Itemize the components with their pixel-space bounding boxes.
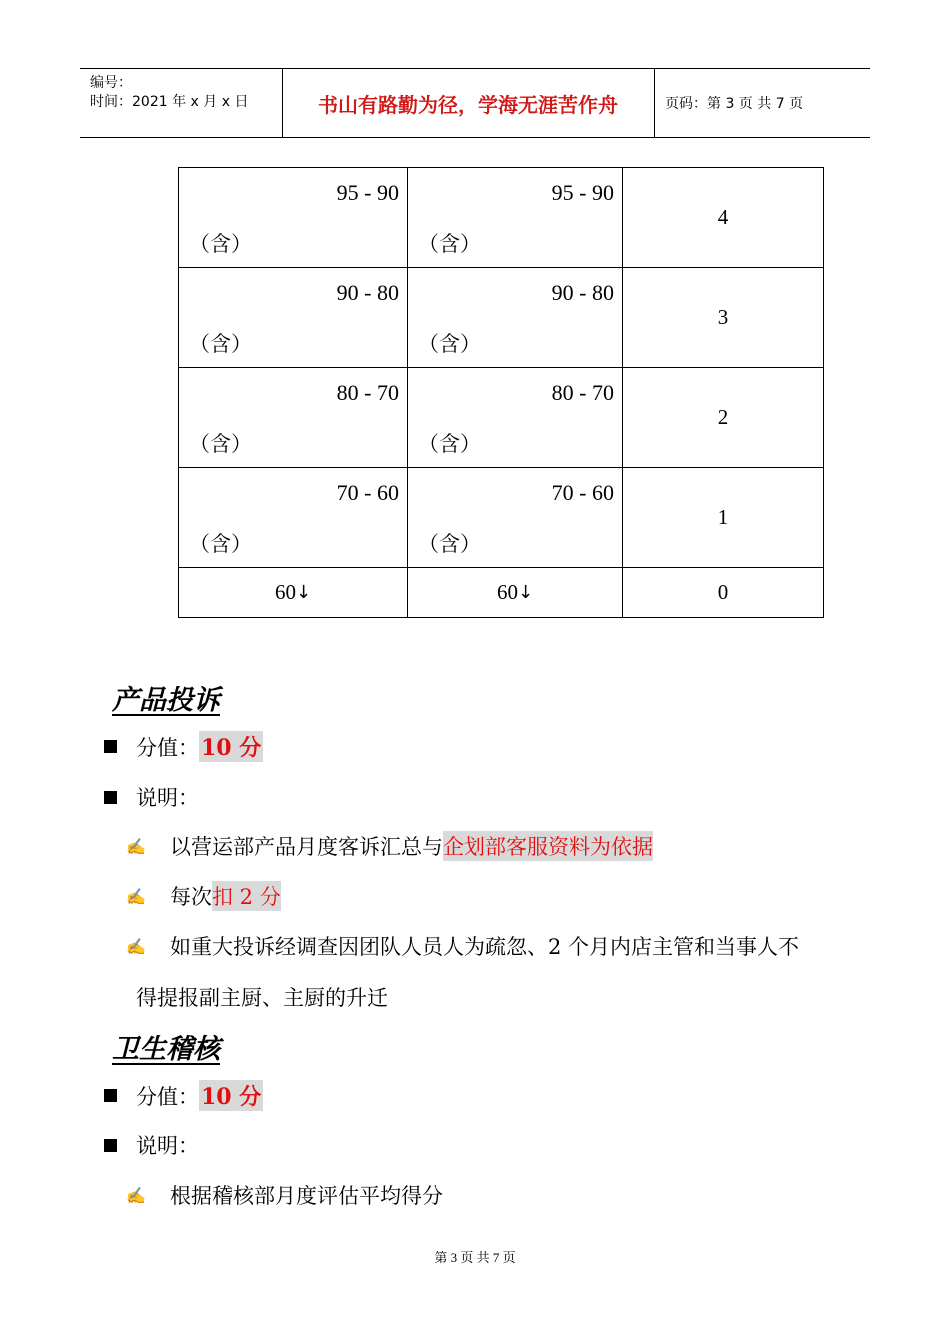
page-header — [80, 68, 870, 138]
item-text: 以营运部产品月度客诉汇总与 — [170, 835, 443, 859]
score-label: 分值： — [136, 1084, 199, 1109]
header-page-label: 页码：第 3 页 共 7 页 — [665, 96, 804, 112]
table-row — [179, 168, 824, 268]
pen-bullet-icon: ✍ — [126, 1185, 146, 1205]
score-value: 10 分 — [199, 1080, 263, 1111]
item-highlight: 企划部客服资料为依据 — [443, 831, 653, 861]
item-continuation: 得提报副主厨、主厨的升迁 — [136, 986, 388, 1010]
list-item — [126, 931, 799, 961]
score-cell: 0 — [623, 568, 824, 618]
inclusive-label: （含） — [418, 232, 481, 256]
table-row — [179, 268, 824, 368]
inclusive-label: （含） — [189, 432, 252, 456]
item-text: 根据稽核部月度评估平均得分 — [170, 1184, 443, 1208]
range-value: 70 - 60 — [551, 480, 614, 505]
table-row — [179, 568, 824, 618]
inclusive-label: （含） — [418, 332, 481, 356]
range-value: 95 - 90 — [551, 180, 614, 205]
header-motto: 书山有路勤为径，学海无涯苦作舟 — [282, 69, 655, 137]
table-cell — [408, 168, 623, 268]
desc-label: 说明： — [136, 1134, 199, 1158]
list-item — [126, 881, 281, 911]
score-line — [104, 731, 263, 762]
bullet-square-icon — [104, 740, 117, 753]
table-row — [179, 368, 824, 468]
range-value: 90 - 80 — [551, 280, 614, 305]
table-cell — [408, 268, 623, 368]
desc-line — [104, 1130, 199, 1160]
list-item — [126, 831, 653, 861]
table-cell — [179, 168, 408, 268]
table-cell — [408, 568, 623, 618]
range-value: 90 - 80 — [336, 280, 399, 305]
score-cell: 4 — [623, 168, 824, 268]
arrow-down-icon: ↓ — [517, 582, 534, 603]
number-label: 编号： — [90, 75, 132, 91]
score-cell: 2 — [623, 368, 824, 468]
range-value: 70 - 60 — [336, 480, 399, 505]
desc-line — [104, 782, 199, 812]
item-text: 每次 — [170, 885, 212, 909]
threshold-value: 60 — [274, 580, 296, 604]
range-value: 80 - 70 — [336, 380, 399, 405]
section-title: 产品投诉 — [112, 685, 220, 716]
bullet-square-icon — [104, 1139, 117, 1152]
score-line — [104, 1080, 263, 1111]
inclusive-label: （含） — [418, 432, 481, 456]
item-text: 如重大投诉经调查因团队人员人为疏忽、2 个月内店主管和当事人不 — [170, 935, 800, 959]
arrow-down-icon: ↓ — [295, 582, 312, 603]
inclusive-label: （含） — [189, 332, 252, 356]
table-cell — [179, 468, 408, 568]
range-value: 80 - 70 — [551, 380, 614, 405]
table-cell — [179, 368, 408, 468]
score-table — [178, 167, 824, 618]
bullet-square-icon — [104, 791, 117, 804]
list-item — [126, 1180, 443, 1210]
section-title: 卫生稽核 — [112, 1034, 220, 1065]
pen-bullet-icon: ✍ — [126, 836, 146, 856]
table-cell — [408, 468, 623, 568]
score-cell: 1 — [623, 468, 824, 568]
score-cell: 3 — [623, 268, 824, 368]
date-label: 时间：2021 年 x 月 x 日 — [90, 94, 249, 110]
inclusive-label: （含） — [189, 532, 252, 556]
inclusive-label: （含） — [418, 532, 481, 556]
desc-label: 说明： — [136, 786, 199, 810]
threshold-value: 60 — [496, 580, 518, 604]
table-cell — [179, 568, 408, 618]
inclusive-label: （含） — [189, 232, 252, 256]
table-row — [179, 468, 824, 568]
pen-bullet-icon: ✍ — [126, 936, 146, 956]
item-highlight: 扣 2 分 — [212, 881, 281, 911]
score-label: 分值： — [136, 735, 199, 760]
header-meta — [80, 69, 283, 137]
table-cell — [179, 268, 408, 368]
table-cell — [408, 368, 623, 468]
bullet-square-icon — [104, 1089, 117, 1102]
score-value: 10 分 — [199, 731, 263, 762]
range-value: 95 - 90 — [336, 180, 399, 205]
page-footer: 第 3 页 共 7 页 — [434, 1250, 516, 1265]
pen-bullet-icon: ✍ — [126, 886, 146, 906]
